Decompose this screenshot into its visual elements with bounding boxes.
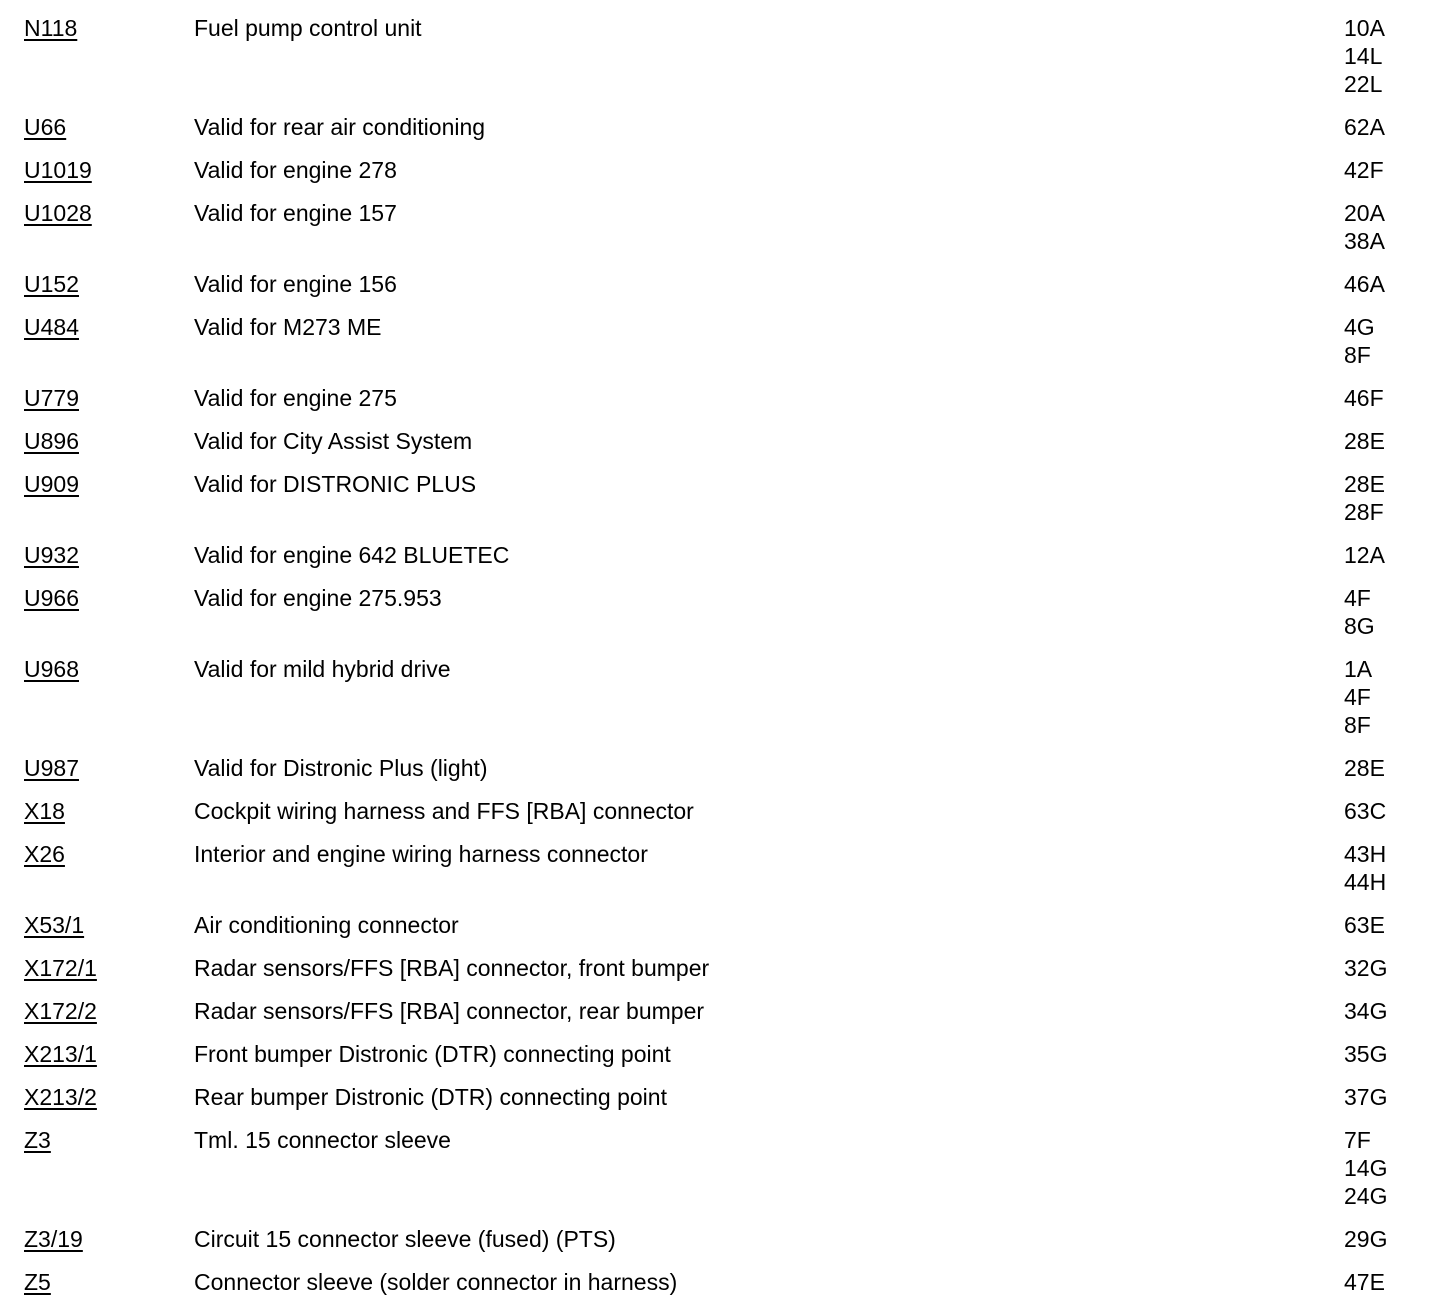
- grid-coordinates: [1344, 199, 1444, 255]
- grid-coordinates: [1344, 754, 1444, 782]
- grid-coordinates: [1344, 911, 1444, 939]
- legend-row: [24, 14, 1444, 98]
- component-description: Valid for rear air conditioning: [194, 114, 486, 140]
- component-description: Valid for engine 275.953: [194, 585, 442, 611]
- component-description: Radar sensors/FFS [RBA] connector, rear bumper: [194, 998, 705, 1024]
- grid-coordinate: 8G: [1344, 613, 1375, 639]
- legend-row: [24, 427, 1444, 455]
- component-code-link[interactable]: Z5: [24, 1269, 51, 1295]
- grid-coordinate: 1A: [1344, 656, 1373, 682]
- grid-coordinate: 14G: [1344, 1155, 1388, 1181]
- component-description: Valid for City Assist System: [194, 428, 473, 454]
- grid-coordinate: 35G: [1344, 1041, 1388, 1067]
- grid-coordinate: 24G: [1344, 1183, 1388, 1209]
- component-description: Valid for engine 642 BLUETEC: [194, 542, 510, 568]
- component-description: Valid for DISTRONIC PLUS: [194, 471, 477, 497]
- legend-row: [24, 113, 1444, 141]
- grid-coordinates: [1344, 954, 1444, 982]
- legend-row: [24, 541, 1444, 569]
- component-description: Valid for engine 275: [194, 385, 397, 411]
- legend-row: [24, 911, 1444, 939]
- component-description: Cockpit wiring harness and FFS [RBA] connector: [194, 798, 694, 824]
- grid-coordinate: 7F: [1344, 1127, 1371, 1153]
- legend-row: [24, 313, 1444, 369]
- component-description: Valid for mild hybrid drive: [194, 656, 451, 682]
- component-description: Tml. 15 connector sleeve: [194, 1127, 451, 1153]
- grid-coordinates: [1344, 541, 1444, 569]
- component-description: Fuel pump control unit: [194, 15, 422, 41]
- component-code-link[interactable]: U152: [24, 271, 79, 297]
- component-code-link[interactable]: U66: [24, 114, 67, 140]
- grid-coordinate: 37G: [1344, 1084, 1388, 1110]
- component-code-link[interactable]: X213/2: [24, 1084, 97, 1110]
- grid-coordinates: [1344, 113, 1444, 141]
- legend-row: [24, 1083, 1444, 1111]
- component-code-link[interactable]: X172/2: [24, 998, 97, 1024]
- component-description: Connector sleeve (solder connector in harness): [194, 1269, 678, 1295]
- grid-coordinate: 63E: [1344, 912, 1385, 938]
- component-code-link[interactable]: U968: [24, 656, 79, 682]
- legend-row: [24, 199, 1444, 255]
- legend-row: [24, 840, 1444, 896]
- component-description: Radar sensors/FFS [RBA] connector, front bumper: [194, 955, 710, 981]
- legend-row: [24, 156, 1444, 184]
- component-code-link[interactable]: U1028: [24, 200, 92, 226]
- grid-coordinate: 62A: [1344, 114, 1385, 140]
- grid-coordinate: 10A: [1344, 15, 1385, 41]
- grid-coordinates: [1344, 270, 1444, 298]
- component-code-link[interactable]: U932: [24, 542, 79, 568]
- component-code-link[interactable]: Z3: [24, 1127, 51, 1153]
- grid-coordinate: 63C: [1344, 798, 1387, 824]
- component-code-link[interactable]: X213/1: [24, 1041, 97, 1067]
- grid-coordinate: 38A: [1344, 228, 1385, 254]
- component-description: Valid for engine 278: [194, 157, 397, 183]
- component-code-link[interactable]: Z3/19: [24, 1226, 83, 1252]
- grid-coordinate: 34G: [1344, 998, 1388, 1024]
- legend-row: [24, 997, 1444, 1025]
- grid-coordinate: 4F: [1344, 684, 1371, 710]
- grid-coordinates: [1344, 1040, 1444, 1068]
- grid-coordinate: 29G: [1344, 1226, 1388, 1252]
- grid-coordinates: [1344, 797, 1444, 825]
- component-description: Valid for Distronic Plus (light): [194, 755, 488, 781]
- component-description: Circuit 15 connector sleeve (fused) (PTS): [194, 1226, 616, 1252]
- grid-coordinates: [1344, 470, 1444, 526]
- component-code-link[interactable]: X53/1: [24, 912, 85, 938]
- grid-coordinate: 28E: [1344, 755, 1385, 781]
- component-description: Valid for M273 ME: [194, 314, 382, 340]
- grid-coordinates: [1344, 655, 1444, 739]
- grid-coordinate: 14L: [1344, 43, 1383, 69]
- grid-coordinates: [1344, 313, 1444, 369]
- component-description: Valid for engine 156: [194, 271, 397, 297]
- grid-coordinates: [1344, 1225, 1444, 1253]
- component-description: Rear bumper Distronic (DTR) connecting point: [194, 1084, 667, 1110]
- grid-coordinate: 46F: [1344, 385, 1384, 411]
- legend-row: [24, 1040, 1444, 1068]
- component-code-link[interactable]: N118: [24, 15, 78, 41]
- legend-row: [24, 754, 1444, 782]
- legend-row: [24, 270, 1444, 298]
- grid-coordinates: [1344, 840, 1444, 896]
- grid-coordinate: 20A: [1344, 200, 1385, 226]
- grid-coordinates: [1344, 1083, 1444, 1111]
- legend-row: [24, 470, 1444, 526]
- grid-coordinates: [1344, 427, 1444, 455]
- grid-coordinates: [1344, 14, 1444, 98]
- component-code-link[interactable]: U987: [24, 755, 79, 781]
- component-code-link[interactable]: X26: [24, 841, 65, 867]
- grid-coordinate: 28E: [1344, 428, 1385, 454]
- grid-coordinate: 12A: [1344, 542, 1385, 568]
- legend-row: [24, 384, 1444, 412]
- legend-row: [24, 1126, 1444, 1210]
- grid-coordinate: 42F: [1344, 157, 1384, 183]
- grid-coordinate: 4G: [1344, 314, 1375, 340]
- legend-row: [24, 1225, 1444, 1253]
- grid-coordinates: [1344, 997, 1444, 1025]
- component-description: Air conditioning connector: [194, 912, 459, 938]
- grid-coordinate: 28E: [1344, 471, 1385, 497]
- component-description: Valid for engine 157: [194, 200, 397, 226]
- component-code-link[interactable]: X172/1: [24, 955, 97, 981]
- component-code-link[interactable]: U484: [24, 314, 79, 340]
- grid-coordinate: 28F: [1344, 499, 1384, 525]
- grid-coordinate: 46A: [1344, 271, 1385, 297]
- grid-coordinate: 8F: [1344, 712, 1371, 738]
- grid-coordinate: 44H: [1344, 869, 1387, 895]
- grid-coordinates: [1344, 156, 1444, 184]
- grid-coordinates: [1344, 1268, 1444, 1296]
- component-code-link[interactable]: X18: [24, 798, 65, 824]
- grid-coordinates: [1344, 384, 1444, 412]
- component-description: Interior and engine wiring harness connector: [194, 841, 648, 867]
- grid-coordinate: 47E: [1344, 1269, 1385, 1295]
- grid-coordinates: [1344, 584, 1444, 640]
- grid-coordinate: 8F: [1344, 342, 1371, 368]
- grid-coordinates: [1344, 1126, 1444, 1210]
- component-code-link[interactable]: U909: [24, 471, 79, 497]
- component-legend-list: [24, 14, 1444, 1311]
- component-code-link[interactable]: U896: [24, 428, 79, 454]
- legend-row: [24, 954, 1444, 982]
- grid-coordinate: 22L: [1344, 71, 1383, 97]
- legend-row: [24, 1268, 1444, 1296]
- component-code-link[interactable]: U966: [24, 585, 79, 611]
- component-code-link[interactable]: U779: [24, 385, 79, 411]
- legend-row: [24, 797, 1444, 825]
- grid-coordinate: 43H: [1344, 841, 1387, 867]
- component-description: Front bumper Distronic (DTR) connecting point: [194, 1041, 671, 1067]
- grid-coordinate: 32G: [1344, 955, 1388, 981]
- grid-coordinate: 4F: [1344, 585, 1371, 611]
- legend-row: [24, 584, 1444, 640]
- component-code-link[interactable]: U1019: [24, 157, 92, 183]
- legend-row: [24, 655, 1444, 739]
